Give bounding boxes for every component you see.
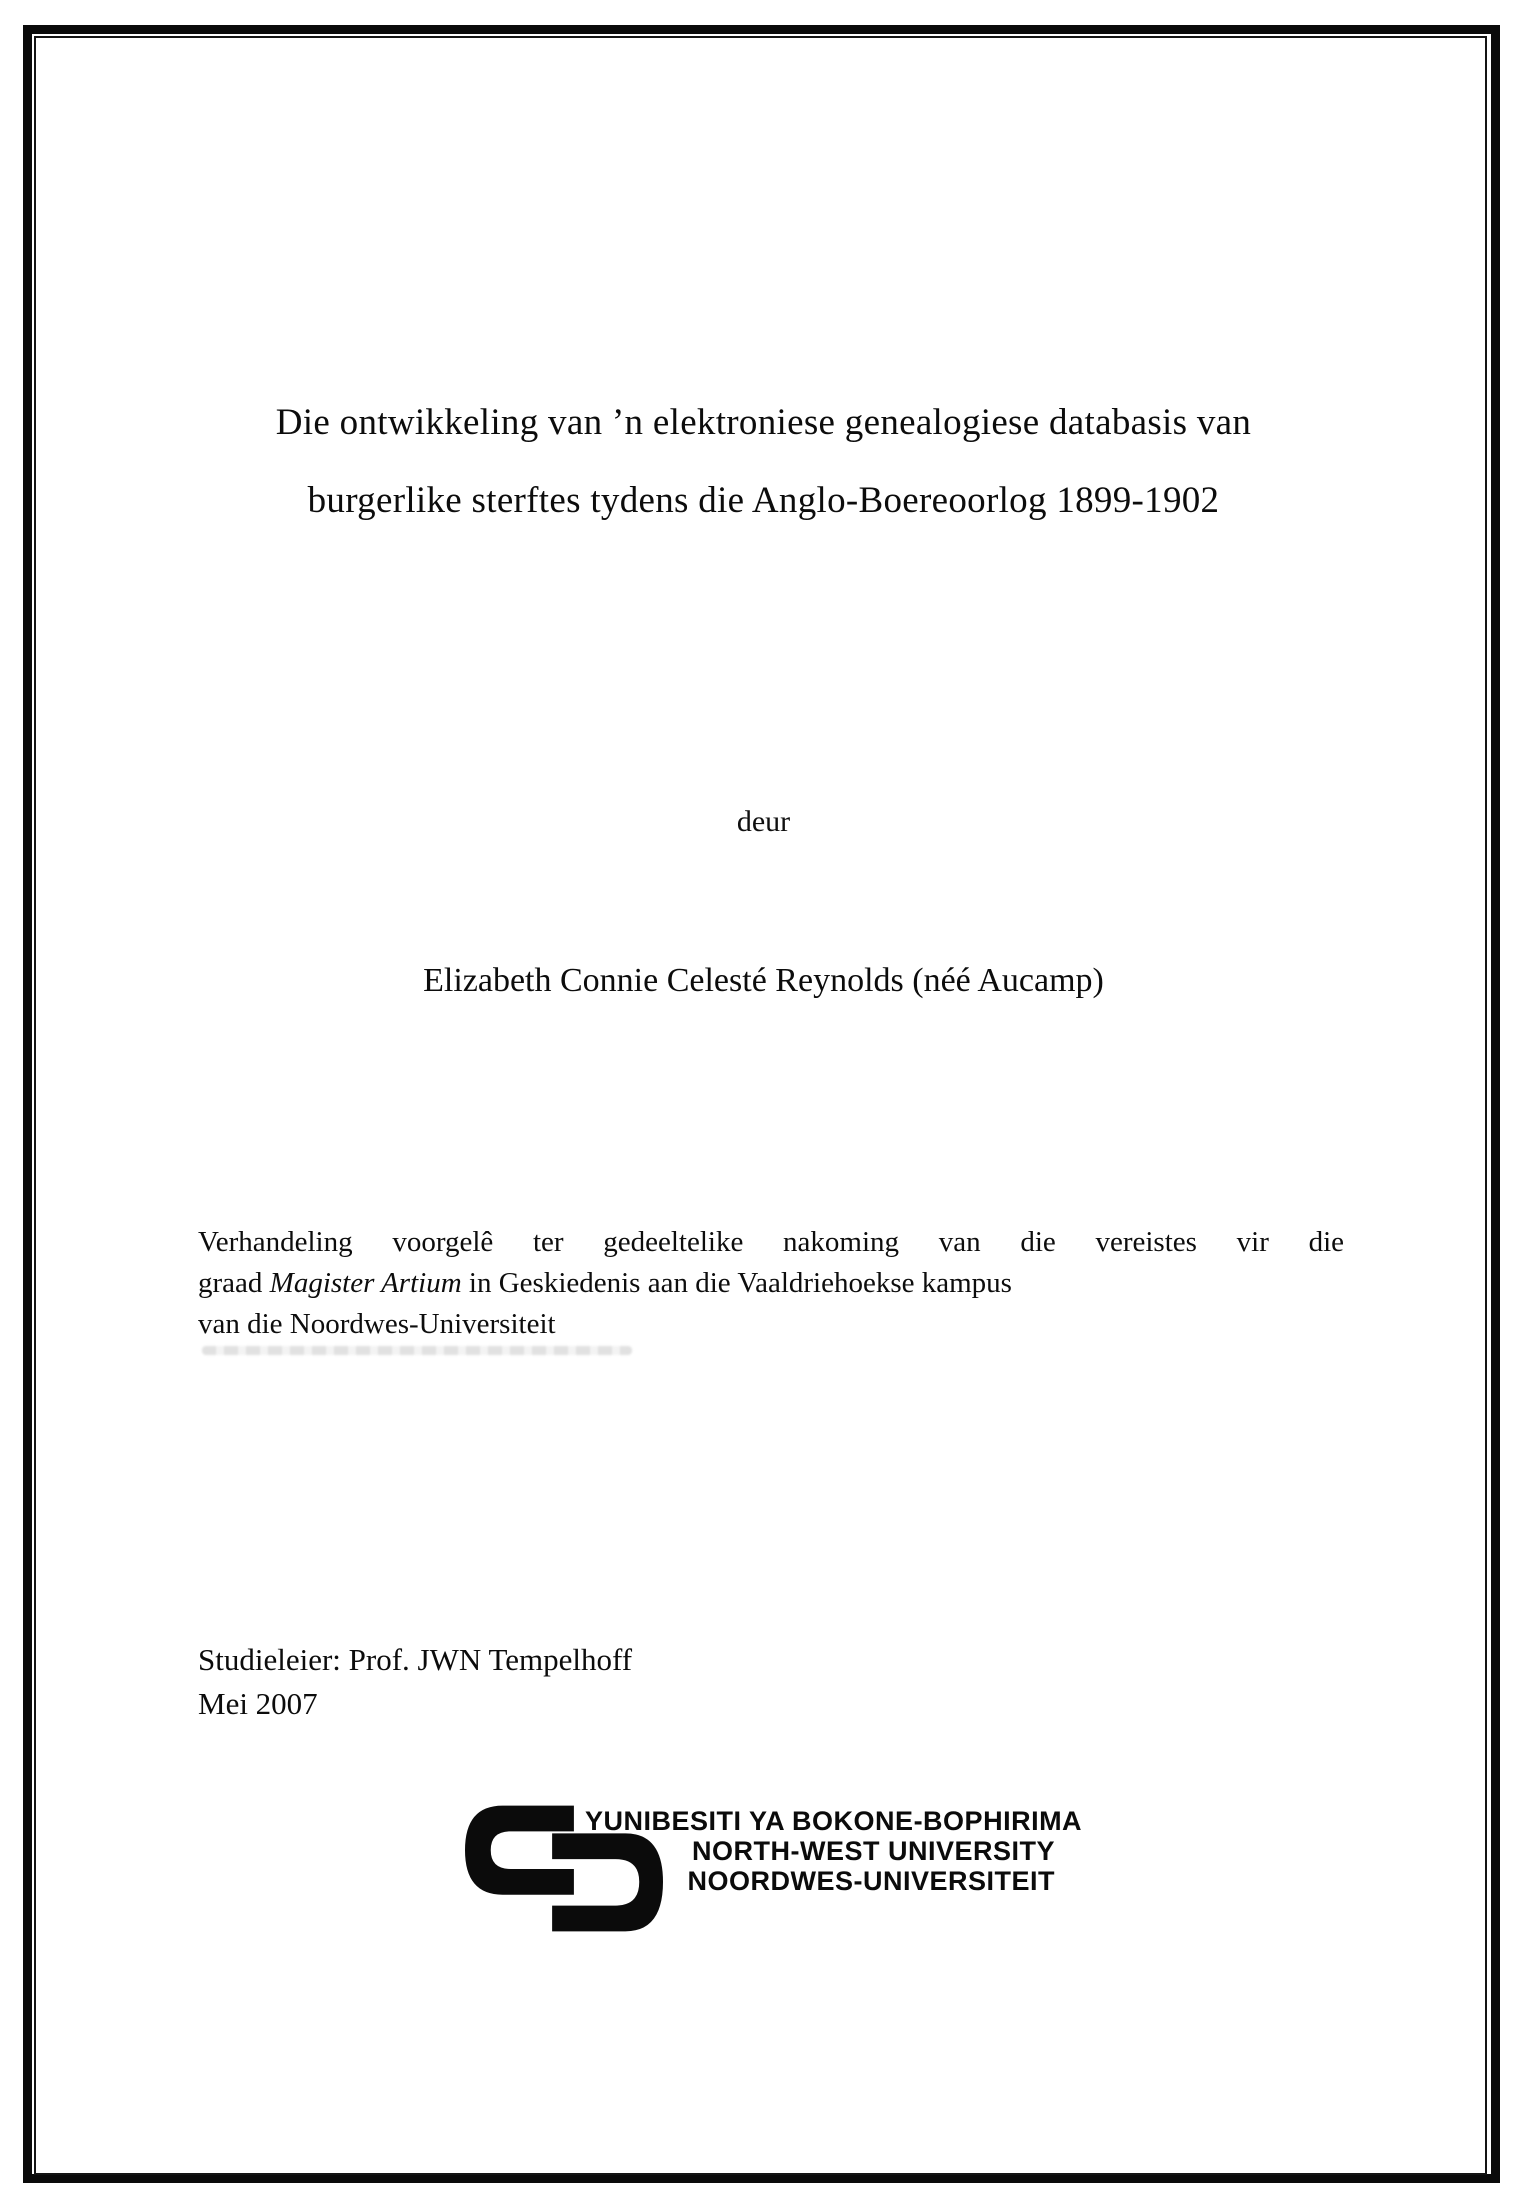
- thesis-title: [120, 384, 1407, 540]
- title-line-1: Die ontwikkeling van ’n elektroniese genealogiese databasis van: [275, 402, 1252, 443]
- logo-line-afrikaans: NOORDWES-UNIVERSITEIT: [687, 1866, 1055, 1896]
- supervisor-line: Studieleier: Prof. JWN Tempelhoff: [198, 1642, 633, 1677]
- statement-line-3: van die Noordwes-Universiteit: [198, 1308, 556, 1340]
- byline-deur: deur: [736, 805, 791, 838]
- date-line: Mei 2007: [198, 1686, 318, 1721]
- statement-line-2-pre: graad: [198, 1267, 263, 1299]
- logo-line-english: NORTH-WEST UNIVERSITY: [691, 1836, 1055, 1866]
- title-line-2: burgerlike sterftes tydens die Anglo-Boereoorlog 1899-1902: [307, 480, 1220, 521]
- statement-line-2: [198, 1263, 1344, 1304]
- statement-line-1: Verhandeling voorgelê ter gedeeltelike nakoming van die vereistes vir die: [198, 1226, 1344, 1258]
- scan-ghost-artifact: [202, 1346, 632, 1355]
- supervisor-block: [198, 1638, 1098, 1726]
- statement-line-2-degree: Magister Artium: [269, 1267, 462, 1299]
- logo-line-setswana: YUNIBESITI YA BOKONE-BOPHIRIMA: [585, 1806, 1083, 1836]
- degree-statement: [198, 1222, 1344, 1345]
- university-logo-text: [585, 1806, 1083, 1896]
- statement-line-2-post: in Geskiedenis aan die Vaaldriehoekse kampus: [468, 1267, 1012, 1299]
- author-name: Elizabeth Connie Celesté Reynolds (néé Aucamp): [423, 962, 1104, 999]
